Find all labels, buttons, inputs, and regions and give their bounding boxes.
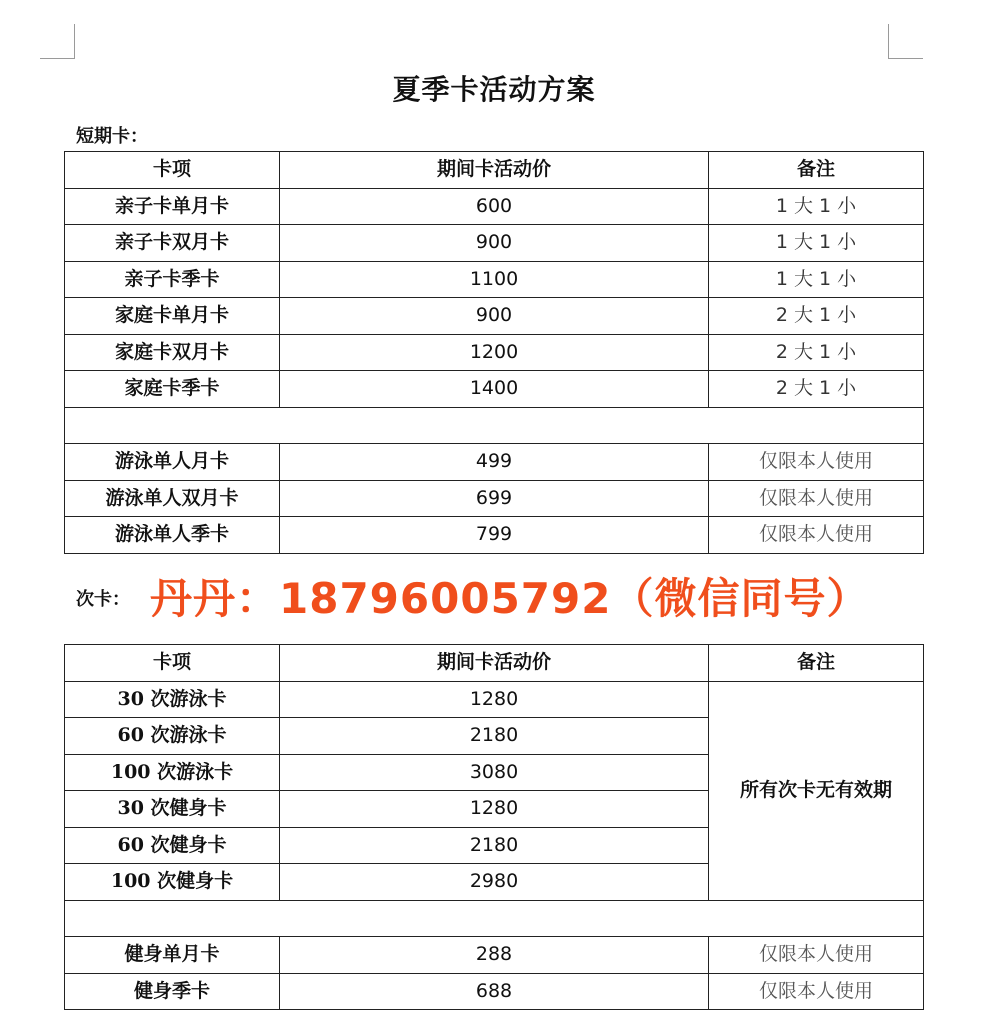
table-row	[65, 225, 924, 262]
table-header-row	[65, 152, 924, 189]
card-note: 1 大 1 小	[709, 188, 924, 225]
card-price: 900	[280, 225, 709, 262]
card-name: 游泳单人双月卡	[65, 480, 280, 517]
short-term-section-label: 短期卡：	[76, 126, 148, 147]
header-card-item: 卡项	[65, 152, 280, 189]
card-name: 家庭卡双月卡	[65, 334, 280, 371]
card-name: 60 次健身卡	[65, 827, 280, 864]
count-card-section-label: 次卡：	[76, 589, 130, 610]
table-row	[65, 480, 924, 517]
card-price: 699	[280, 480, 709, 517]
card-name: 健身季卡	[65, 973, 280, 1010]
card-note: 2 大 1 小	[709, 371, 924, 408]
card-name: 30 次游泳卡	[65, 681, 280, 718]
table-spacer-row	[65, 407, 924, 444]
card-note: 2 大 1 小	[709, 334, 924, 371]
card-name: 30 次健身卡	[65, 791, 280, 828]
card-name: 家庭卡季卡	[65, 371, 280, 408]
table-row	[65, 298, 924, 335]
table-spacer-row	[65, 900, 924, 937]
card-note: 1 大 1 小	[709, 225, 924, 262]
short-term-card-table	[64, 151, 924, 554]
table-row	[65, 188, 924, 225]
page-corner-mark-left	[40, 24, 75, 59]
card-note: 2 大 1 小	[709, 298, 924, 335]
card-price: 1280	[280, 681, 709, 718]
table-row	[65, 371, 924, 408]
empty-cell	[65, 407, 924, 444]
card-note: 仅限本人使用	[709, 937, 924, 974]
card-price: 2980	[280, 864, 709, 901]
card-price: 288	[280, 937, 709, 974]
card-name: 亲子卡双月卡	[65, 225, 280, 262]
card-name: 亲子卡季卡	[65, 261, 280, 298]
card-price: 688	[280, 973, 709, 1010]
contact-overlay-text: 丹丹：18796005792（微信同号）	[150, 574, 870, 623]
card-note: 仅限本人使用	[709, 480, 924, 517]
card-note: 仅限本人使用	[709, 517, 924, 554]
card-price: 799	[280, 517, 709, 554]
table-row	[65, 444, 924, 481]
card-price: 2180	[280, 827, 709, 864]
header-remarks: 备注	[709, 645, 924, 682]
card-note: 仅限本人使用	[709, 973, 924, 1010]
empty-cell	[65, 900, 924, 937]
card-note: 仅限本人使用	[709, 444, 924, 481]
card-note: 1 大 1 小	[709, 261, 924, 298]
card-price: 3080	[280, 754, 709, 791]
card-name: 60 次游泳卡	[65, 718, 280, 755]
card-price: 2180	[280, 718, 709, 755]
table-row	[65, 517, 924, 554]
card-price: 499	[280, 444, 709, 481]
card-price: 1100	[280, 261, 709, 298]
table-row	[65, 937, 924, 974]
card-price: 900	[280, 298, 709, 335]
table-row	[65, 334, 924, 371]
document-title: 夏季卡活动方案	[392, 73, 596, 106]
count-card-table	[64, 644, 924, 1010]
card-name: 健身单月卡	[65, 937, 280, 974]
card-name: 100 次健身卡	[65, 864, 280, 901]
table-row	[65, 973, 924, 1010]
card-price: 600	[280, 188, 709, 225]
table-header-row	[65, 645, 924, 682]
card-price: 1280	[280, 791, 709, 828]
card-name: 100 次游泳卡	[65, 754, 280, 791]
card-price: 1400	[280, 371, 709, 408]
table-row	[65, 261, 924, 298]
merged-note-cell: 所有次卡无有效期	[709, 681, 924, 900]
card-name: 游泳单人月卡	[65, 444, 280, 481]
header-card-item: 卡项	[65, 645, 280, 682]
card-name: 家庭卡单月卡	[65, 298, 280, 335]
card-name: 游泳单人季卡	[65, 517, 280, 554]
card-price: 1200	[280, 334, 709, 371]
header-promo-price: 期间卡活动价	[280, 645, 709, 682]
page-corner-mark-right	[888, 24, 923, 59]
card-name: 亲子卡单月卡	[65, 188, 280, 225]
header-promo-price: 期间卡活动价	[280, 152, 709, 189]
header-remarks: 备注	[709, 152, 924, 189]
table-row	[65, 681, 924, 718]
